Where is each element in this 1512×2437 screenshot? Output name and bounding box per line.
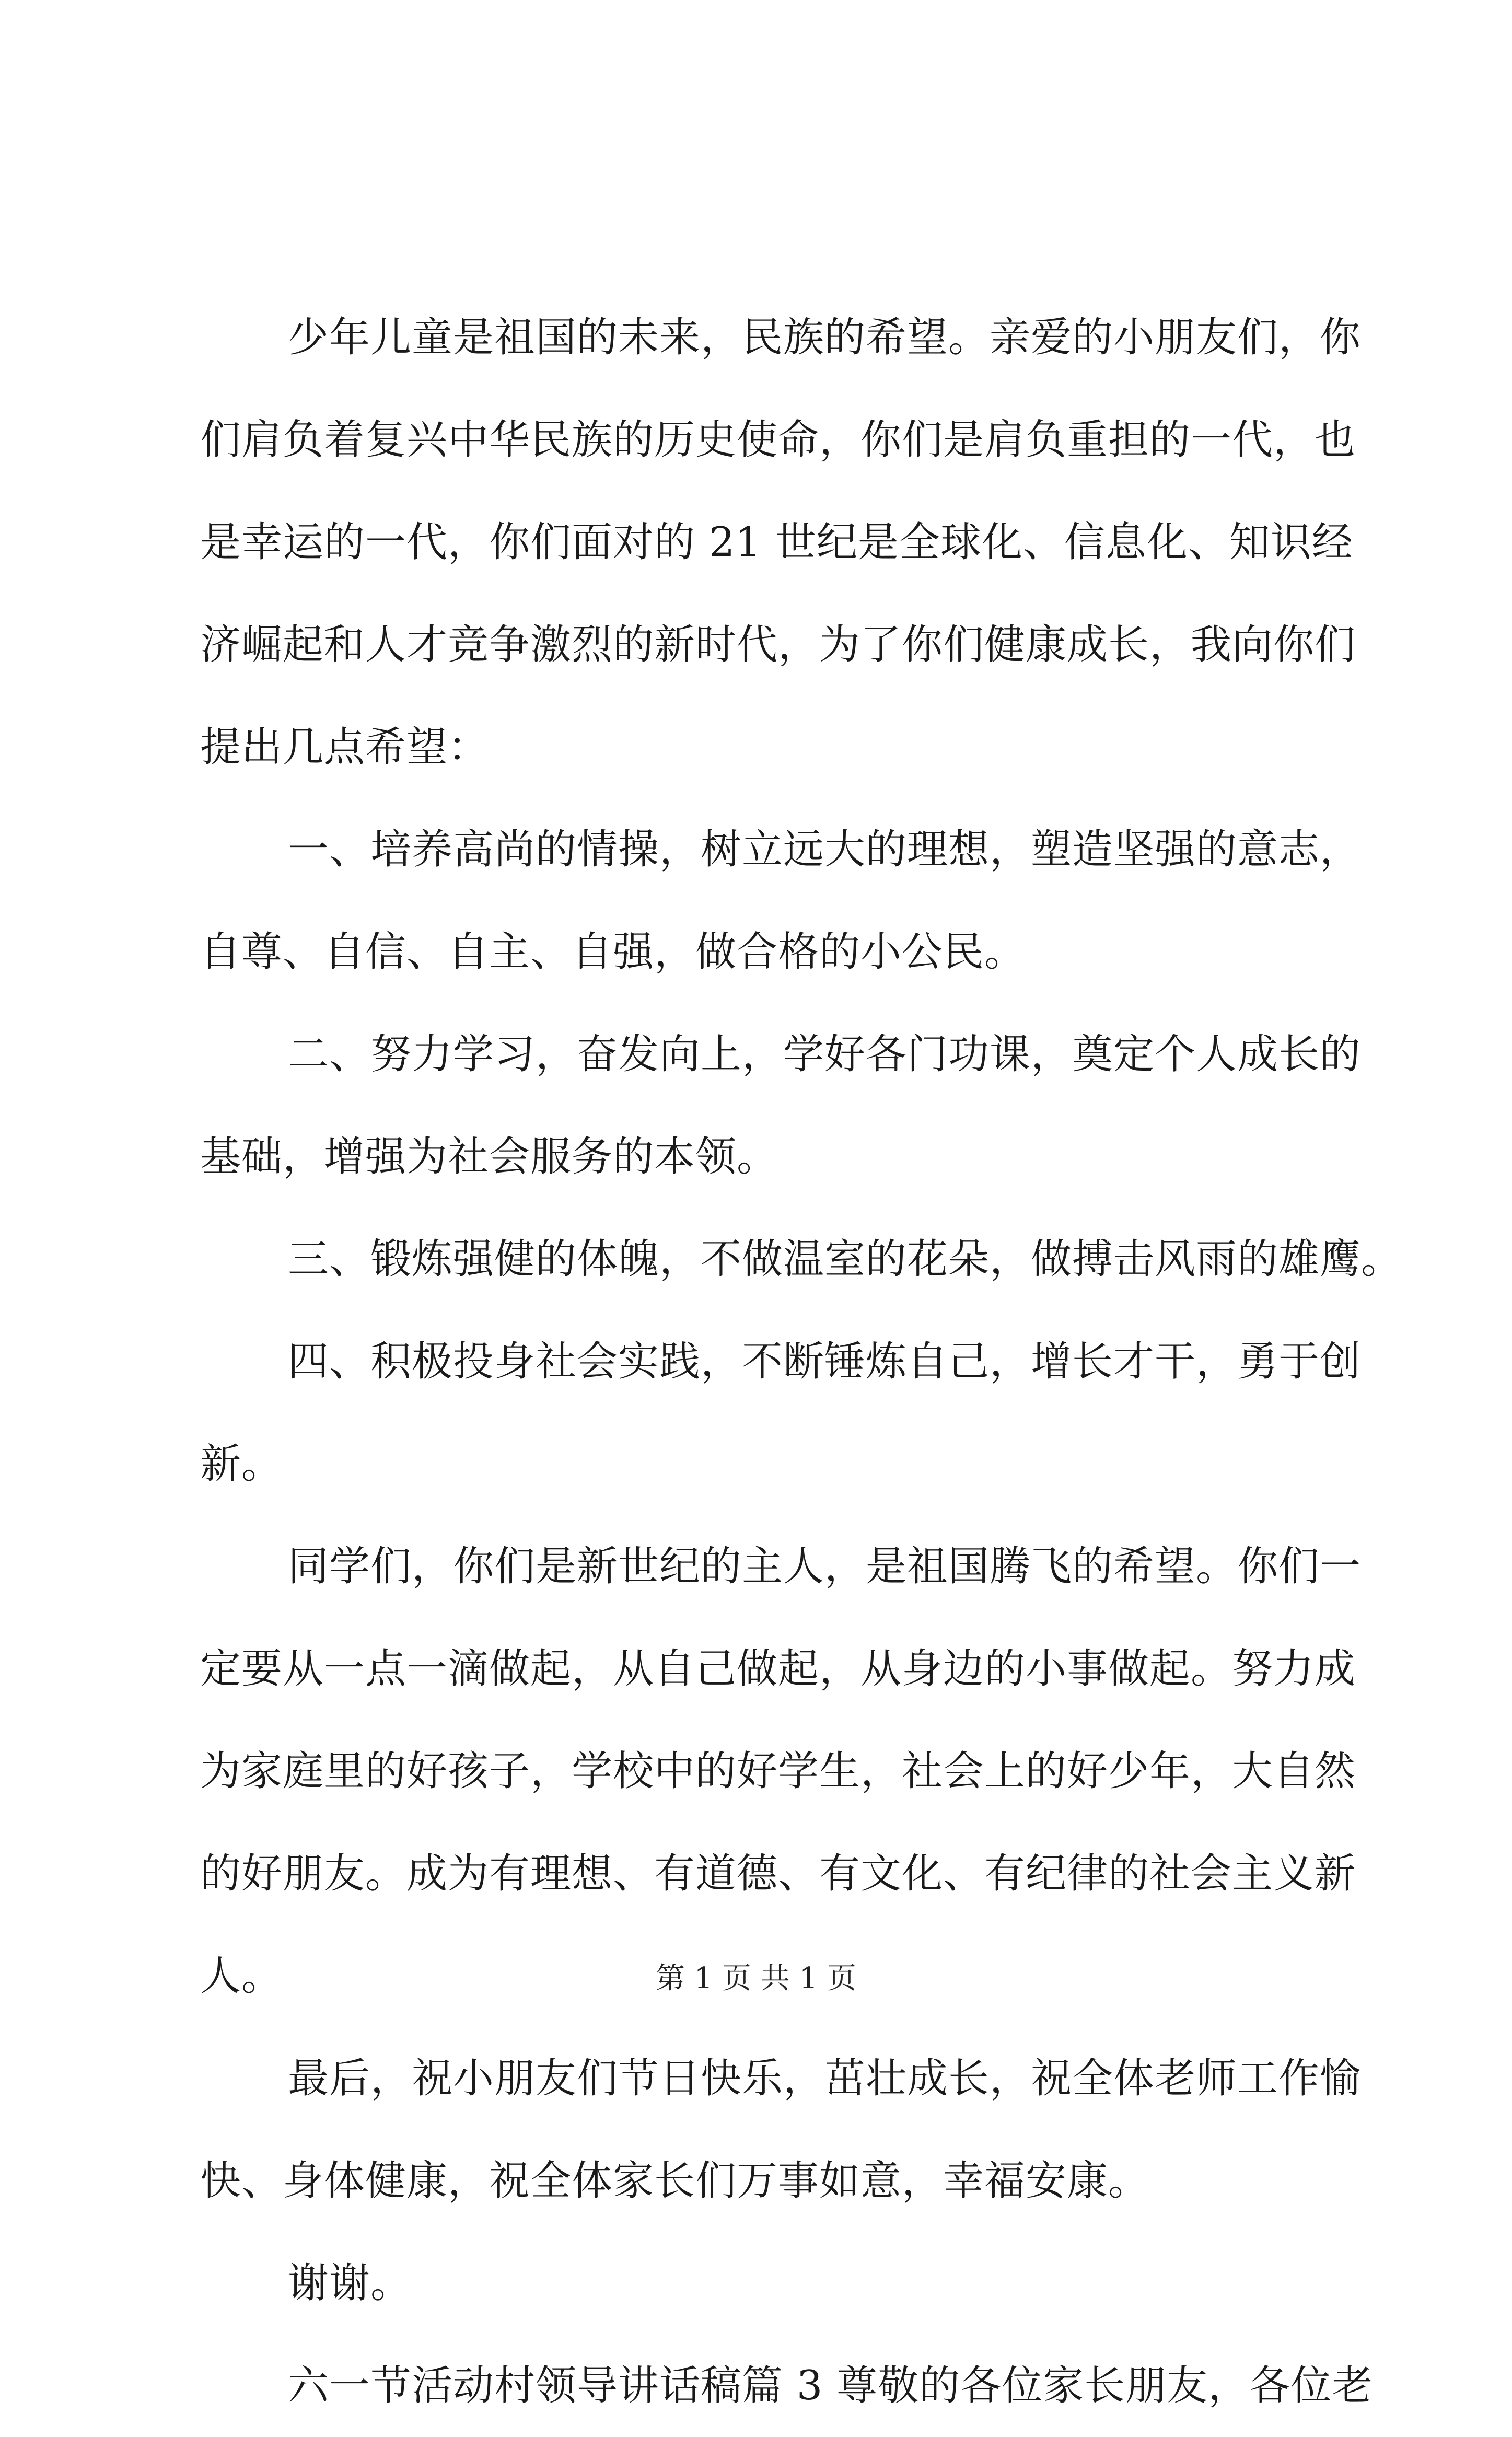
document-body: [200, 286, 1403, 2437]
text-line: 三、锻炼强健的体魄，不做温室的花朵，做搏击风雨的雄鹰。: [288, 1236, 1403, 1283]
text-line: 自尊、自信、自主、自强，做合格的小公民。: [200, 929, 1026, 976]
text-line: 新。: [200, 1441, 283, 1488]
text-line: 济崛起和人才竞争激烈的新时代，为了你们健康成长，我向你们: [200, 621, 1356, 668]
text-line: 一、培养高尚的情操，树立远大的理想，塑造坚强的意志，: [288, 826, 1362, 873]
text-line: 最后，祝小朋友们节日快乐，茁壮成长，祝全体老师工作愉: [288, 2055, 1362, 2102]
text-line: 为家庭里的好孩子，学校中的好学生，社会上的好少年，大自然: [200, 1748, 1356, 1795]
text-line: 少年儿童是祖国的未来，民族的希望。亲爱的小朋友们，你: [288, 314, 1362, 361]
text-line: 快、身体健康，祝全体家长们万事如意，幸福安康。: [200, 2157, 1150, 2204]
text-line: 六一节活动村领导讲话稿篇 3 尊敬的各位家长朋友，各位老: [288, 2362, 1374, 2409]
text-line: 定要从一点一滴做起，从自己做起，从身边的小事做起。努力成: [200, 1645, 1356, 1692]
page-number-label: 第 1 页 共 1 页: [655, 1962, 857, 1995]
text-line: 基础，增强为社会服务的本领。: [200, 1133, 778, 1180]
text-line: 提出几点希望：: [200, 724, 490, 771]
text-line: 的好朋友。成为有理想、有道德、有文化、有纪律的社会主义新: [200, 1850, 1356, 1897]
text-line: 人。: [200, 1953, 283, 2000]
text-line: 是幸运的一代，你们面对的 21 世纪是全球化、信息化、知识经: [200, 519, 1353, 566]
text-line: 同学们，你们是新世纪的主人，是祖国腾飞的希望。你们一: [288, 1543, 1362, 1590]
text-line: 谢谢。: [288, 2260, 412, 2307]
text-line: 二、努力学习，奋发向上，学好各门功课，奠定个人成长的: [288, 1031, 1362, 1078]
page-footer: [0, 1960, 1512, 1997]
text-line: 们肩负着复兴中华民族的历史使命，你们是肩负重担的一代，也: [200, 416, 1356, 463]
text-line: 四、积极投身社会实践，不断锤炼自己，增长才干，勇于创: [288, 1338, 1362, 1385]
